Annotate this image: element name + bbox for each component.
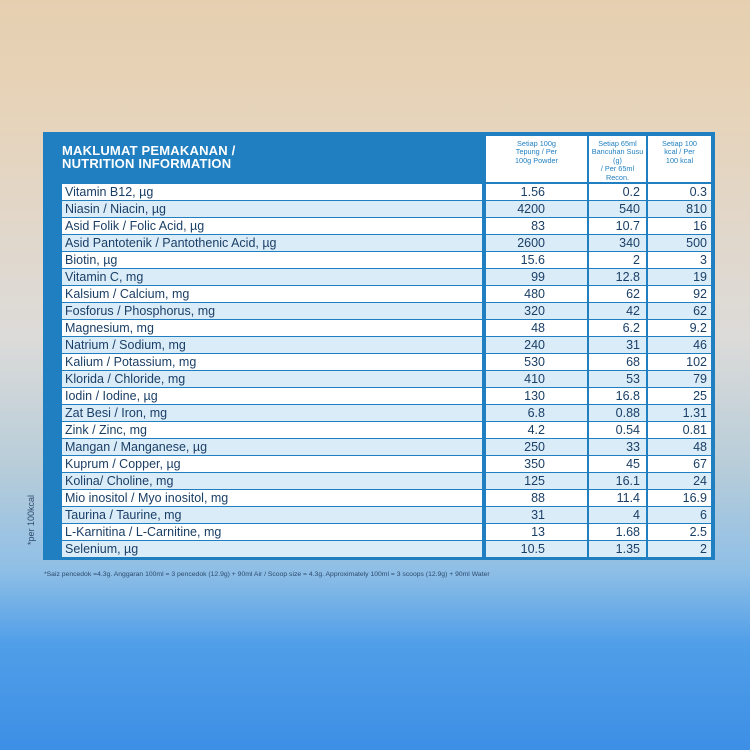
value-per-100kcal: 0.81 — [648, 422, 711, 438]
nutrient-name: Mio inositol / Myo inositol, mg — [62, 490, 482, 506]
table-header — [46, 134, 712, 184]
table-row — [46, 201, 712, 218]
value-per-100kcal: 46 — [648, 337, 711, 353]
table-row — [46, 541, 712, 558]
value-per-100g: 250 — [486, 439, 587, 455]
value-per-100g: 350 — [486, 456, 587, 472]
value-per-100kcal: 67 — [648, 456, 711, 472]
table-row — [46, 337, 712, 354]
nutrient-name: Natrium / Sodium, mg — [62, 337, 482, 353]
value-per-100g: 13 — [486, 524, 587, 540]
value-per-100g: 125 — [486, 473, 587, 489]
value-per-100kcal: 16.9 — [648, 490, 711, 506]
value-per-100kcal: 1.31 — [648, 405, 711, 421]
nutrient-name: Vitamin C, mg — [62, 269, 482, 285]
value-per-100g: 1.56 — [486, 184, 587, 200]
value-per-100kcal: 16 — [648, 218, 711, 234]
value-per-100kcal: 25 — [648, 388, 711, 404]
value-per-100g: 2600 — [486, 235, 587, 251]
table-row — [46, 320, 712, 337]
side-note: *per 100kcal — [26, 494, 36, 545]
footnote: *Saiz pencedok =4.3g. Anggaran 100ml = 3 pencedok (12.9g) + 90ml Air / Scoop size = 4.3g. Approximately 100ml = 3 scoops (12.9g) + 90ml Water — [44, 571, 490, 578]
value-per-65ml: 4 — [589, 507, 646, 523]
value-per-65ml: 53 — [589, 371, 646, 387]
table-body — [46, 184, 712, 558]
nutrient-name: Vitamin B12, µg — [62, 184, 482, 200]
value-per-100kcal: 62 — [648, 303, 711, 319]
value-per-100g: 15.6 — [486, 252, 587, 268]
value-per-65ml: 2 — [589, 252, 646, 268]
table-title: MAKLUMAT PEMAKANAN / NUTRITION INFORMATION — [62, 143, 236, 171]
value-per-65ml: 11.4 — [589, 490, 646, 506]
value-per-100kcal: 2.5 — [648, 524, 711, 540]
value-per-65ml: 45 — [589, 456, 646, 472]
value-per-65ml: 340 — [589, 235, 646, 251]
value-per-100kcal: 102 — [648, 354, 711, 370]
value-per-65ml: 0.88 — [589, 405, 646, 421]
table-row — [46, 507, 712, 524]
value-per-100kcal: 6 — [648, 507, 711, 523]
value-per-100g: 130 — [486, 388, 587, 404]
nutrient-name: Mangan / Manganese, µg — [62, 439, 482, 455]
table-row — [46, 235, 712, 252]
nutrient-name: Niasin / Niacin, µg — [62, 201, 482, 217]
nutrient-name: Kolina/ Choline, mg — [62, 473, 482, 489]
nutrient-name: Iodin / Iodine, µg — [62, 388, 482, 404]
nutrient-name: Kalium / Potassium, mg — [62, 354, 482, 370]
value-per-100kcal: 79 — [648, 371, 711, 387]
table-row — [46, 286, 712, 303]
nutrient-name: Selenium, µg — [62, 541, 482, 557]
value-per-100kcal: 19 — [648, 269, 711, 285]
column-header-per-100g: Setiap 100g Tepung / Per 100g Powder — [486, 136, 587, 182]
value-per-65ml: 1.35 — [589, 541, 646, 557]
value-per-100kcal: 9.2 — [648, 320, 711, 336]
value-per-65ml: 6.2 — [589, 320, 646, 336]
value-per-100kcal: 24 — [648, 473, 711, 489]
nutrient-name: Kuprum / Copper, µg — [62, 456, 482, 472]
value-per-100g: 4.2 — [486, 422, 587, 438]
table-row — [46, 524, 712, 541]
value-per-100g: 320 — [486, 303, 587, 319]
value-per-65ml: 0.2 — [589, 184, 646, 200]
value-per-100kcal: 810 — [648, 201, 711, 217]
table-row — [46, 473, 712, 490]
value-per-100g: 480 — [486, 286, 587, 302]
nutrient-name: Kalsium / Calcium, mg — [62, 286, 482, 302]
nutrition-table — [43, 132, 715, 560]
table-row — [46, 252, 712, 269]
nutrient-name: Zat Besi / Iron, mg — [62, 405, 482, 421]
value-per-100g: 410 — [486, 371, 587, 387]
value-per-65ml: 12.8 — [589, 269, 646, 285]
nutrient-name: L-Karnitina / L-Carnitine, mg — [62, 524, 482, 540]
value-per-65ml: 16.8 — [589, 388, 646, 404]
value-per-65ml: 540 — [589, 201, 646, 217]
value-per-65ml: 16.1 — [589, 473, 646, 489]
nutrient-name: Fosforus / Phosphorus, mg — [62, 303, 482, 319]
value-per-100g: 4200 — [486, 201, 587, 217]
table-row — [46, 218, 712, 235]
value-per-65ml: 0.54 — [589, 422, 646, 438]
value-per-65ml: 10.7 — [589, 218, 646, 234]
table-row — [46, 388, 712, 405]
table-row — [46, 269, 712, 286]
nutrient-name: Taurina / Taurine, mg — [62, 507, 482, 523]
value-per-65ml: 68 — [589, 354, 646, 370]
table-row — [46, 371, 712, 388]
column-header-per-65ml: Setiap 65ml Bancuhan Susu (g) / Per 65ml Recon. — [589, 136, 646, 182]
table-row — [46, 422, 712, 439]
table-row — [46, 303, 712, 320]
value-per-100kcal: 500 — [648, 235, 711, 251]
nutrient-name: Magnesium, mg — [62, 320, 482, 336]
table-row — [46, 405, 712, 422]
value-per-65ml: 31 — [589, 337, 646, 353]
value-per-100kcal: 3 — [648, 252, 711, 268]
value-per-65ml: 62 — [589, 286, 646, 302]
nutrient-name: Biotin, µg — [62, 252, 482, 268]
table-row — [46, 490, 712, 507]
value-per-100g: 83 — [486, 218, 587, 234]
value-per-100g: 530 — [486, 354, 587, 370]
nutrient-name: Zink / Zinc, mg — [62, 422, 482, 438]
value-per-100kcal: 92 — [648, 286, 711, 302]
nutrient-name: Asid Folik / Folic Acid, µg — [62, 218, 482, 234]
table-row — [46, 456, 712, 473]
table-row — [46, 354, 712, 371]
value-per-65ml: 1.68 — [589, 524, 646, 540]
value-per-100g: 99 — [486, 269, 587, 285]
value-per-100kcal: 2 — [648, 541, 711, 557]
value-per-100g: 48 — [486, 320, 587, 336]
value-per-100kcal: 0.3 — [648, 184, 711, 200]
value-per-100g: 88 — [486, 490, 587, 506]
table-row — [46, 184, 712, 201]
value-per-100g: 240 — [486, 337, 587, 353]
value-per-100g: 31 — [486, 507, 587, 523]
value-per-65ml: 33 — [589, 439, 646, 455]
value-per-100g: 6.8 — [486, 405, 587, 421]
value-per-100g: 10.5 — [486, 541, 587, 557]
value-per-100kcal: 48 — [648, 439, 711, 455]
nutrient-name: Klorida / Chloride, mg — [62, 371, 482, 387]
column-header-per-100kcal: Setiap 100 kcal / Per 100 kcal — [648, 136, 711, 182]
nutrient-name: Asid Pantotenik / Pantothenic Acid, µg — [62, 235, 482, 251]
table-row — [46, 439, 712, 456]
value-per-65ml: 42 — [589, 303, 646, 319]
